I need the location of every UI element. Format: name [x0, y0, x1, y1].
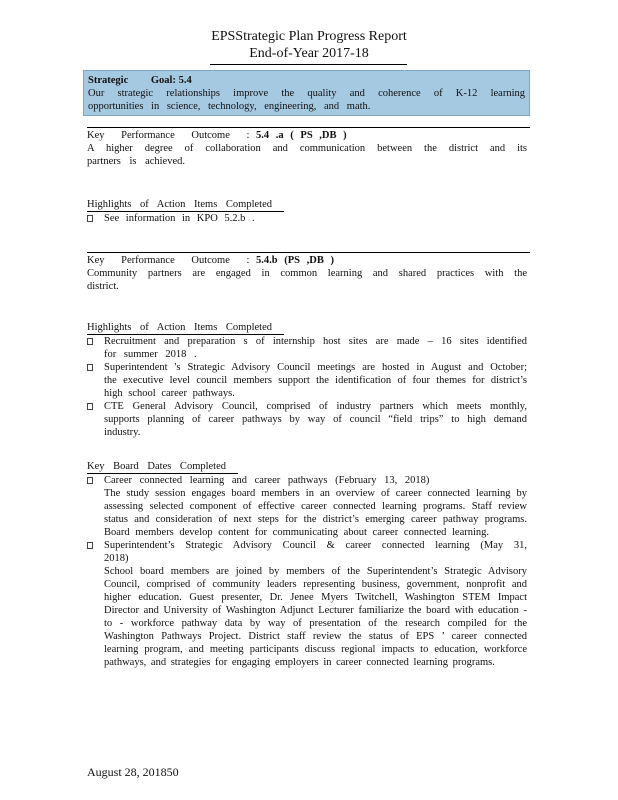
- kpo-b-text: Community partners are engaged in common learning and shared practices with the district.: [87, 268, 527, 292]
- kpo-b-divider: [87, 252, 530, 253]
- board-dates-heading: Key Board Dates Completed: [87, 460, 238, 474]
- bullet-box-icon: [87, 477, 93, 484]
- kpo-b-code: 5.4.b (PS ,DB ): [256, 255, 334, 266]
- board-date-title: Superintendent’s Strategic Advisory Council & career connected learning (May 31, 2018): [104, 540, 527, 564]
- kpo-b-highlights: [87, 321, 527, 439]
- highlight-text: CTE General Advisory Council, comprised of industry partners which meets monthly, supports planning of career pathways by way of council “field trips” to high demand industry.: [104, 401, 527, 438]
- strategic-goal-box: [83, 70, 530, 116]
- kpo-b-label: Key Performance Outcome :: [87, 255, 250, 266]
- report-subtitle: End-of-Year 2017-18: [249, 46, 369, 61]
- list-item: [87, 400, 527, 439]
- bullet-box-icon: [87, 542, 93, 549]
- goal-number: 5.4: [178, 75, 192, 86]
- bullet-box-icon: [87, 403, 93, 410]
- bullet-box-icon: [87, 364, 93, 371]
- kpo-a-highlights-heading: Highlights of Action Items Completed: [87, 198, 284, 212]
- highlight-text: See information in KPO 5.2.b .: [104, 213, 255, 224]
- kpo-a-label: Key Performance Outcome :: [87, 130, 250, 141]
- kpo-a-divider: [87, 127, 530, 128]
- highlight-text: Superintendent 's Strategic Advisory Council meetings are hosted in August and October; the executive level council members support the identification of four themes for district’s high school career pathways.: [104, 362, 527, 399]
- list-item: [87, 539, 527, 669]
- goal-label-line: [88, 74, 525, 87]
- kpo-a-highlights-list: [87, 212, 527, 225]
- highlight-text: Recruitment and preparation s of internship host sites are made – 16 sites identified for summer 2018 .: [104, 336, 527, 360]
- kpo-a-text: A higher degree of collaboration and communication between the district and its partners is achieved.: [87, 143, 527, 167]
- kpo-b-highlights-list: [87, 335, 527, 439]
- page-footer: [87, 765, 179, 780]
- bullet-box-icon: [87, 215, 93, 222]
- kpo-a-highlights: [87, 198, 527, 225]
- title-underline: [210, 64, 407, 65]
- goal-text: Our strategic relationships improve the quality and coherence of K-12 learning opportunities in science, technology, engineering, and math.: [88, 88, 525, 112]
- kpo-b-highlights-heading: Highlights of Action Items Completed: [87, 321, 284, 335]
- bullet-box-icon: [87, 338, 93, 345]
- list-item: [87, 212, 527, 225]
- page-number: 50: [166, 765, 179, 779]
- report-title: EPSStrategic Plan Progress Report: [211, 29, 407, 44]
- list-item: [87, 361, 527, 400]
- kpo-b-heading: [87, 254, 527, 267]
- list-item: [87, 335, 527, 361]
- kpo-a-code: 5.4 .a ( PS ,DB ): [256, 130, 347, 141]
- board-dates-section: [87, 460, 527, 669]
- kpo-a-heading: [87, 129, 527, 142]
- kpo-a-section: [87, 129, 527, 168]
- board-date-title: Career connected learning and career pathways (February 13, 2018): [104, 475, 430, 486]
- board-date-body: The study session engages board members in an overview of career connected learning by assessing selected component of effective career connected learning programs. Staff review status and consideration of next steps for the district’s emerging career pathway programs. Board members develop content for communicating about career connected learning.: [104, 488, 527, 538]
- footer-date: August 28, 2018: [87, 765, 167, 779]
- board-dates-list: [87, 474, 527, 669]
- goal-label: Strategic Goal:: [88, 75, 176, 86]
- board-date-body: School board members are joined by members of the Superintendent’s Strategic Advisory Council, comprised of community leaders representing business, government, nonprofit and higher education. Guest presenter, Dr. Jenee Myers Twitchell, Washington STEM Impact Director and University of Washington Adjunct Lecturer familiarize the board with education - to - workforce pathway data by way of presentation of the research compiled for the Washington Pathways Project. District staff review the status of EPS ’ career connected learning program, and meeting participants discuss regional impacts to education, workforce pathways, and strategies for engaging employers in career connected learning programs.: [104, 566, 527, 668]
- kpo-b-section: [87, 254, 527, 293]
- list-item: [87, 474, 527, 539]
